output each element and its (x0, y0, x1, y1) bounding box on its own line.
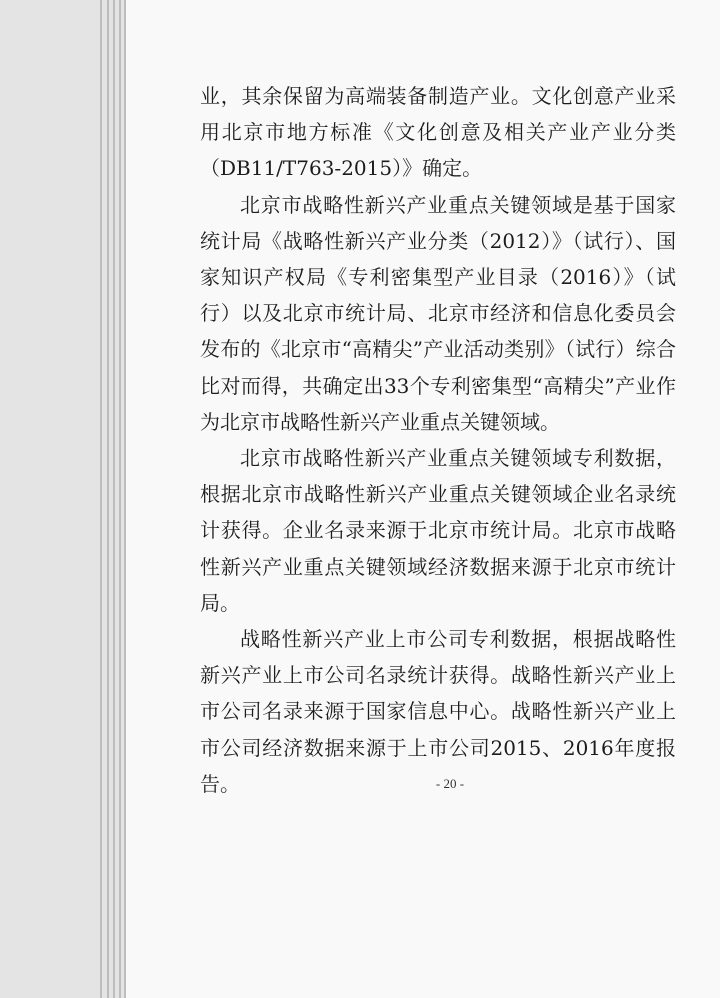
paragraph-4: 战略性新兴产业上市公司专利数据，根据战略性新兴产业上市公司名录统计获得。战略性新兴产业上市公司名录来源于国家信息中心。战略性新兴产业上市公司经济数据来源于上市公司2015、2016年度报告。 (200, 627, 676, 796)
page-edge (100, 0, 102, 998)
page-edge (113, 0, 115, 998)
paragraph-1: 业，其余保留为高端装备制造产业。文化创意产业采用北京市地方标准《文化创意及相关产业产业分类（DB11/T763-2015）》确定。 (200, 84, 676, 181)
page-edge (107, 0, 109, 998)
page-edge (119, 0, 121, 998)
page-number: - 20 - (435, 776, 465, 791)
paragraph-3: 北京市战略性新兴产业重点关键领域专利数据，根据北京市战略性新兴产业重点关键领域企业名录统计获得。企业名录来源于北京市统计局。北京市战略性新兴产业重点关键领域经济数据来源于北京市统计局。 (200, 446, 676, 615)
paragraph-2: 北京市战略性新兴产业重点关键领域是基于国家统计局《战略性新兴产业分类（2012）》（试行）、国家知识产权局《专利密集型产业目录（2016）》（试行）以及北京市统计局、北京市经济和信息化委员会发布的《北京市“高精尖”产业活动类别》（试行）综合比对而得，共确定出33个专利密集型“高精尖”产业作为北京市战略性新兴产业重点关键领域。 (200, 192, 676, 434)
body-text (200, 78, 676, 802)
